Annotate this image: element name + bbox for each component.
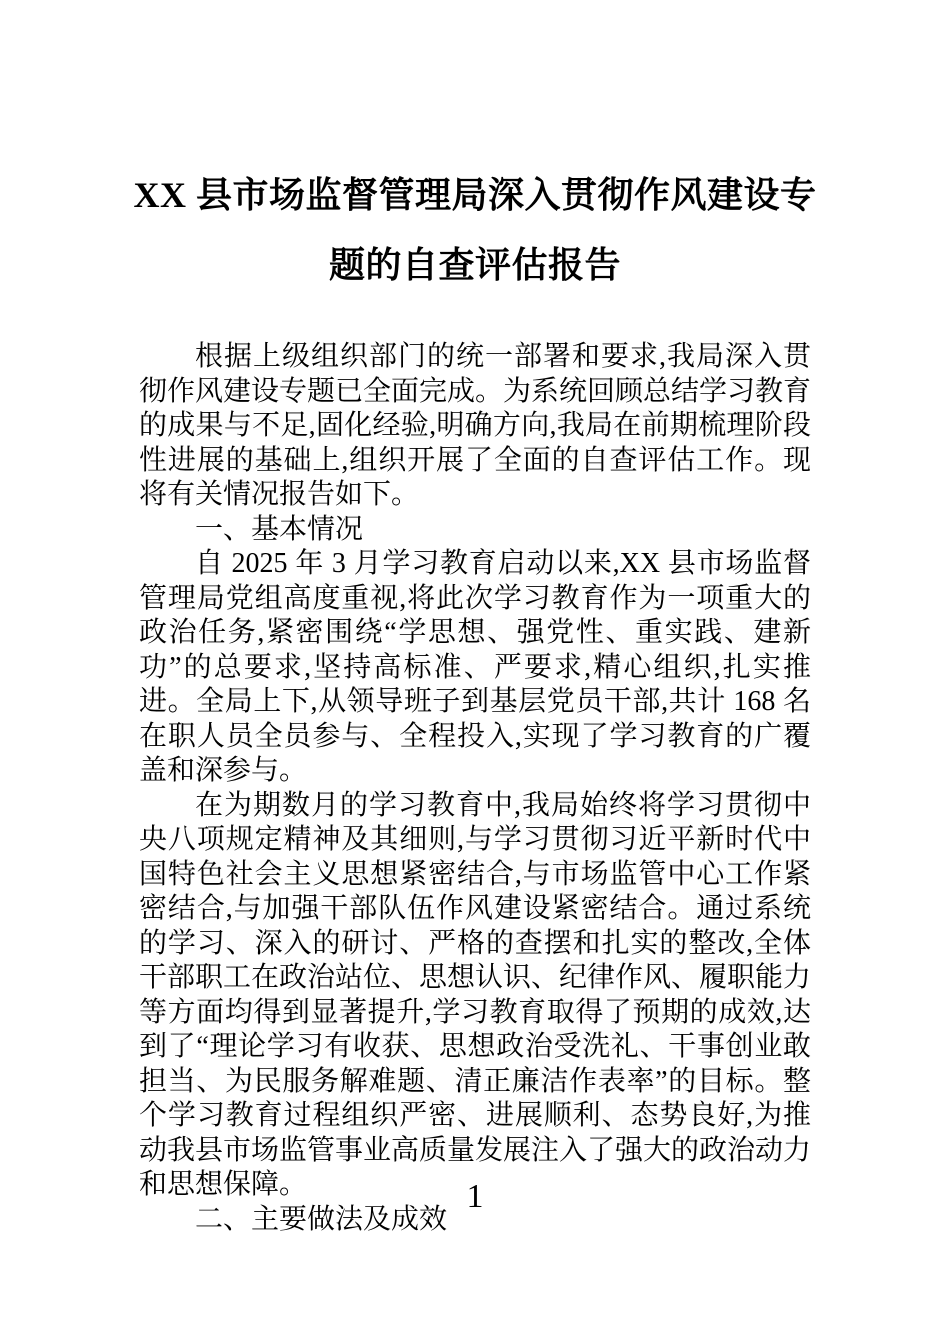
- section-heading-main-practices: 二、主要做法及成效: [195, 1203, 448, 1235]
- document-title-line-1: XX 县市场监督管理局深入贯彻作风建设专: [133, 175, 817, 215]
- document-title: [0, 160, 950, 300]
- document-title-line-2: 题的自查评估报告: [328, 245, 621, 285]
- paragraph-basic-situation: 自 2025 年 3 月学习教育启动以来,XX 县市场监督管理局党组高度重视,将此次学习教育作为一项重大的政治任务,紧密围绕“学思想、强党性、重实践、建新功”的总要求,坚持高标准、严要求,精心组织,扎实推进。全局上下,从领导班子到基层党员干部,共计 168 名在职人员全员参与、全程投入,实现了学习教育的广覆盖和深参与。: [139, 548, 811, 786]
- document-body: [139, 340, 811, 1237]
- section-heading-basic-situation: 一、基本情况: [195, 513, 364, 545]
- paragraph-education-results: 在为期数月的学习教育中,我局始终将学习贯彻中央八项规定精神及其细则,与学习贯彻习近平新时代中国特色社会主义思想紧密结合,与市场监管中心工作紧密结合,与加强干部队伍作风建设紧密结合。通过系统的学习、深入的研讨、严格的查摆和扎实的整改,全体干部职工在政治站位、思想认识、纪律作风、履职能力等方面均得到显著提升,学习教育取得了预期的成效,达到了“理论学习有收获、思想政治受洗礼、干事创业敢担当、为民服务解难题、清正廉洁作表率”的目标。整个学习教育过程组织严密、进展顺利、态势良好,为推动我县市场监管事业高质量发展注入了强大的政治动力和思想保障。: [139, 789, 812, 1200]
- paragraph-intro: 根据上级组织部门的统一部署和要求,我局深入贯彻作风建设专题已全面完成。为系统回顾总结学习教育的成果与不足,固化经验,明确方向,我局在前期梳理阶段性进展的基础上,组织开展了全面的自查评估工作。现将有关情况报告如下。: [139, 341, 812, 510]
- page-number: 1: [466, 1178, 484, 1215]
